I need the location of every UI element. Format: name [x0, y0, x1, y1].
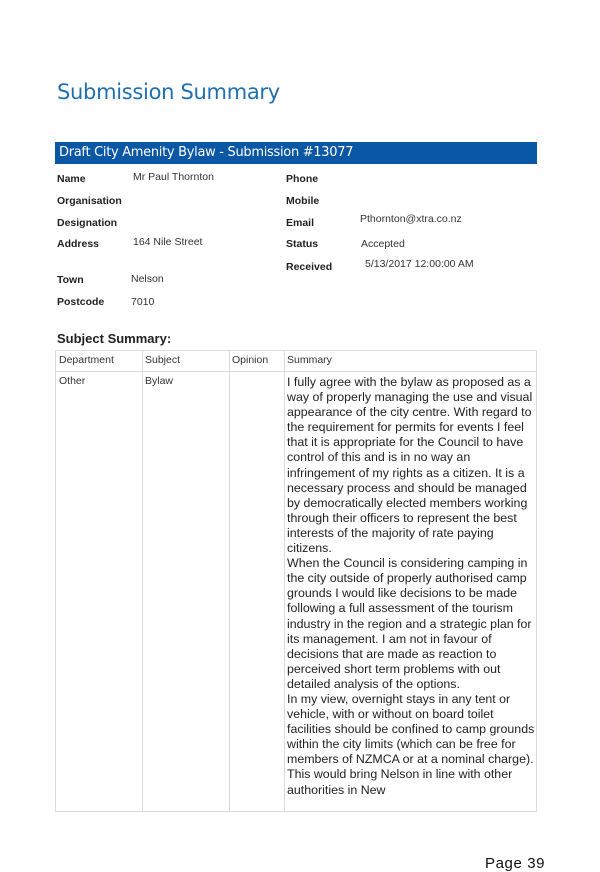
summary-paragraph: When the Council is considering camping in the city outside of properly authorised camp grounds I would like decisions to be made following a full assessment of the tourism industry in the region and a strategic plan for its management. I am not in favour of decisions that are made as reaction to perceived short term problems with out detailed analysis of the options. — [287, 556, 532, 691]
column-divider — [142, 351, 143, 811]
address-value: 164 Nile Street — [133, 236, 203, 248]
opinion-column-header: Opinion — [232, 354, 269, 366]
subject-summary-table — [55, 350, 537, 812]
submission-banner — [55, 142, 537, 164]
column-divider — [229, 351, 230, 811]
name-value: Mr Paul Thornton — [133, 171, 214, 183]
status-value: Accepted — [361, 238, 405, 250]
postcode-label: Postcode — [57, 296, 105, 308]
town-value: Nelson — [131, 273, 164, 285]
page-number: Page 39 — [485, 855, 546, 872]
status-label: Status — [286, 238, 319, 250]
submission-title: Draft City Amenity Bylaw - Submission #13077 — [59, 145, 354, 160]
column-divider — [284, 351, 285, 811]
address-label: Address — [57, 238, 100, 250]
mobile-label: Mobile — [286, 195, 320, 207]
postcode-value: 7010 — [131, 296, 155, 308]
phone-label: Phone — [286, 173, 319, 185]
department-column-header: Department — [59, 354, 114, 366]
name-label: Name — [57, 173, 86, 185]
subject-column-header: Subject — [145, 354, 181, 366]
summary-column-header: Summary — [287, 354, 332, 366]
subject-cell: Bylaw — [145, 375, 174, 387]
organisation-label: Organisation — [57, 195, 122, 207]
town-label: Town — [57, 274, 84, 286]
received-label: Received — [286, 261, 333, 273]
summary-paragraph: I fully agree with the bylaw as proposed as a way of properly managing the use and visual appearance of the city centre. With regard to the requirement for permits for events I feel that it is appropriate for the Council to have control of this and is in no way an infringement of my rights as a citizen. It is a necessary process and should be managed by democratically elected members working through their officers to represent the best interests of the majority of rate paying citizens. — [287, 375, 533, 556]
summary-paragraph: In my view, overnight stays in any tent or vehicle, with or without on board toilet facilities should be confined to camp grounds within the city limits (which can be free for members of NZMCA or at a nominal charge). This would bring Nelson in line with other authorities in New — [287, 691, 535, 797]
email-label: Email — [286, 217, 315, 229]
received-value: 5/13/2017 12:00:00 AM — [365, 258, 474, 270]
designation-label: Designation — [57, 217, 118, 229]
subject-summary-heading: Subject Summary: — [57, 331, 172, 346]
department-cell: Other — [59, 375, 86, 387]
page-title: Submission Summary — [57, 80, 280, 104]
summary-cell — [287, 375, 535, 811]
email-value: Pthornton@xtra.co.nz — [360, 213, 462, 225]
